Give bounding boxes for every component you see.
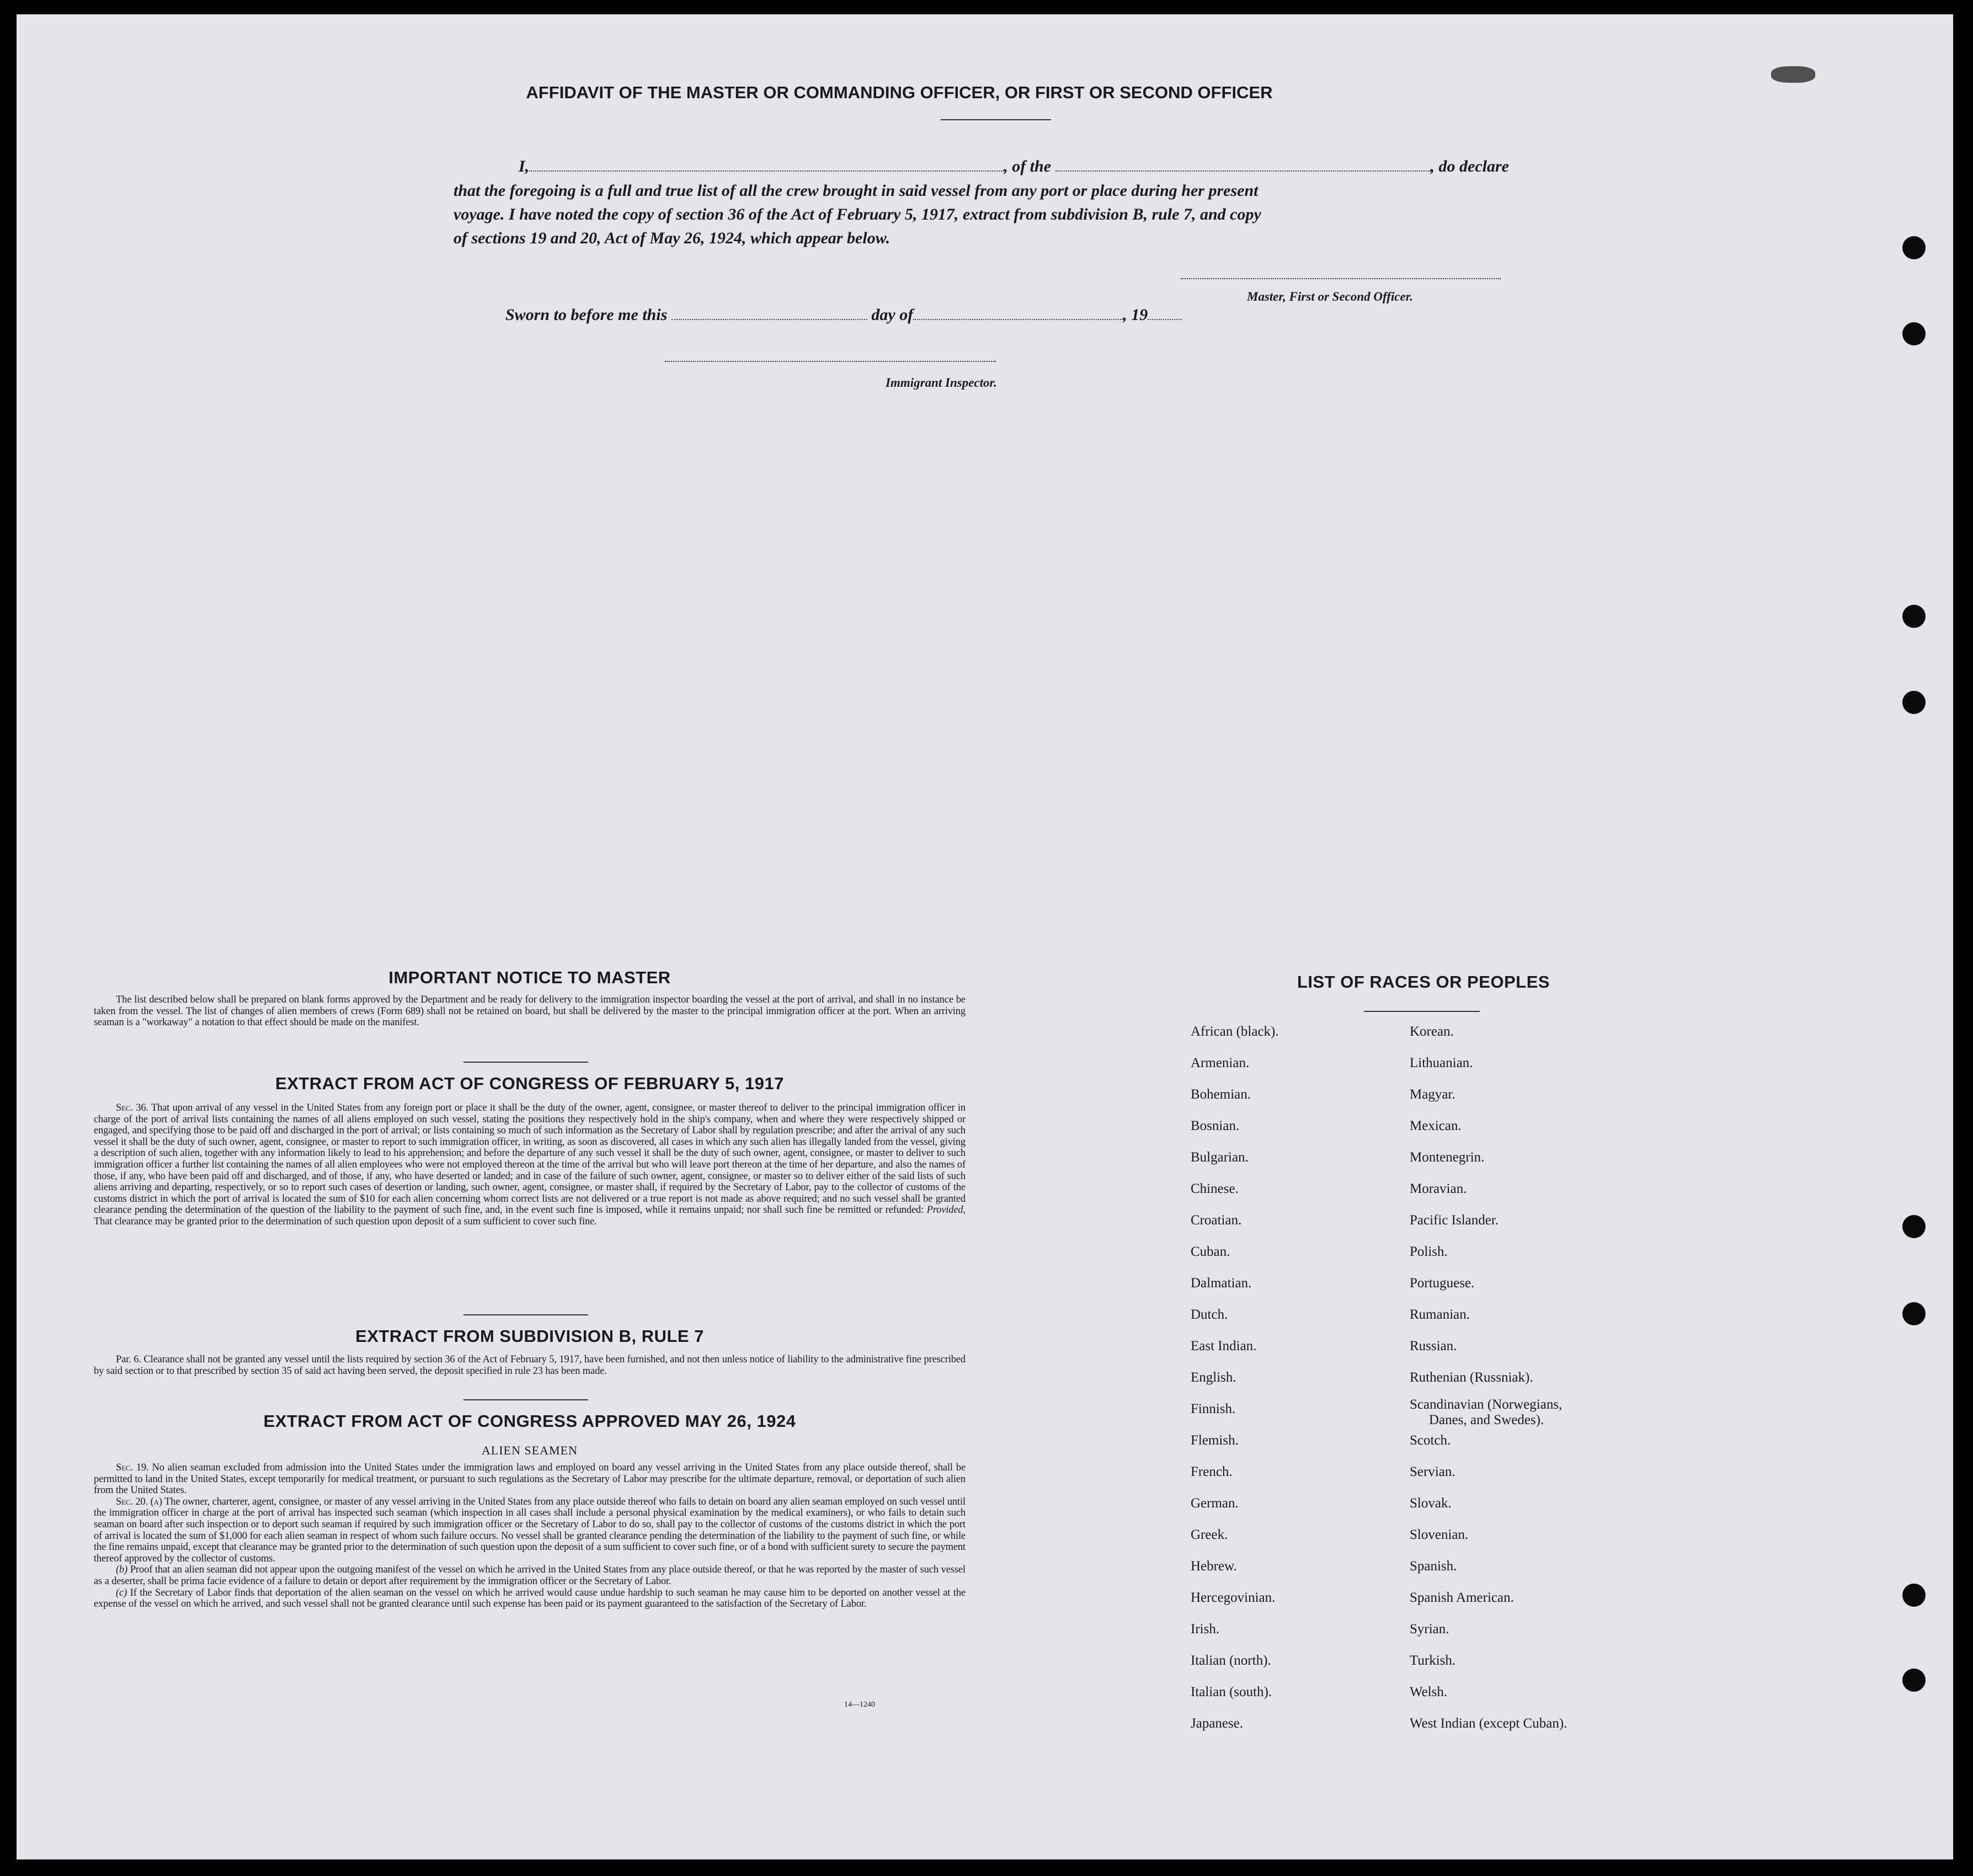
race-item: Scandinavian (Norwegians, [1410, 1397, 1563, 1412]
race-item: Bulgarian. [1191, 1150, 1249, 1165]
sworn-line [505, 303, 1182, 327]
race-item: Turkish. [1410, 1653, 1456, 1668]
race-item: Magyar. [1410, 1087, 1455, 1102]
sworn-text: Sworn to before me this [505, 306, 668, 324]
name-blank[interactable] [529, 170, 1004, 172]
inspector-label: Immigrant Inspector. [886, 376, 997, 390]
punch-hole [1902, 322, 1926, 345]
punch-hole [1902, 1669, 1926, 1692]
extract-1917-text: Sec. 36. That upon arrival of any vessel in the United States from any foreign port or place it shall be the duty of the owner, agent, consignee, or master thereof to deliver to the principal immigration officer in charge of the port of arrival lists containing the names of all aliens employed on such vessel, stating the positions they respectively hold in the ship's company, when and where they were respectively shipped or engaged, and specifying those to be paid off and discharged in the port of arrival; or lists containing so much of such information as the Secretary of Labor shall by regulation prescribe; and after the arrival of any such vessel it shall be the duty of such owner, agent, consignee, or master to report to such immigration officer, in writing, as soon as discovered, all cases in which any such alien has illegally landed from the vessel, giving a description of such alien, together with any information likely to lead to his apprehension; and before the departure of any such vessel it shall be the duty of such owner, agent, consignee, or master to deliver to such immigration officer a further list containing the names of all alien employees who were not employed thereon at the time of the arrival but who will leave port thereon at the time of her departure, and also the names of those, if any, who have been paid off and discharged, and of those, if any, who have deserted or landed; and in case of the failure of such owner, agent, consignee, or master so to deliver either of the said lists of such aliens arriving and departing, respectively, or so to report such cases of desertion or landing, such owner, agent, consignee, or master shall, if required by the Secretary of Labor, pay to the collector of customs of the customs district in which the port of arrival is located the sum of $10 for each alien concerning whom correct lists are not delivered or a true report is not made as above required; and no such vessel shall be granted clearance pending the determination of the question of the liability to the payment of such fine, and, in the event such fine is imposed, while it remains unpaid; nor shall such fine be remitted or refunded: Provided, That clearance may be granted prior to the determination of such question upon deposit of a sum sufficient to cover such fine. [94, 1102, 966, 1227]
race-item: Portuguese. [1410, 1276, 1475, 1291]
race-item: Chinese. [1191, 1181, 1239, 1196]
master-label: Master, First or Second Officer. [1247, 290, 1414, 303]
race-item: Pacific Islander. [1410, 1213, 1499, 1228]
race-item: Dalmatian. [1191, 1276, 1252, 1291]
affidavit-line2: that the foregoing is a full and true list of all the crew brought in said vessel from any port or place during her present [454, 182, 1259, 200]
race-item: Spanish. [1410, 1559, 1457, 1574]
race-item: Lithuanian. [1410, 1056, 1473, 1070]
race-item: Bohemian. [1191, 1087, 1251, 1102]
rule7-text: Par. 6. Clearance shall not be granted any vessel until the lists required by section 36 of the Act of February 5, 1917, have been furnished, and not then unless notice of liability to the administrative fine prescribed by said section or to that prescribed by section 35 of said act having been served, the deposit specified in rule 23 has been made. [94, 1354, 966, 1377]
form-number: 14—1240 [844, 1701, 875, 1709]
race-item: Ruthenian (Russniak). [1410, 1370, 1533, 1385]
master-signature-line[interactable] [1181, 278, 1501, 279]
race-item: Servian. [1410, 1464, 1455, 1479]
races-title: LIST OF RACES OR PEOPLES [1297, 972, 1550, 992]
race-item: German. [1191, 1496, 1239, 1511]
rule7-title: EXTRACT FROM SUBDIVISION B, RULE 7 [355, 1326, 704, 1346]
race-item: Danes, and Swedes). [1429, 1413, 1544, 1427]
race-item: Cuban. [1191, 1244, 1230, 1259]
race-item: Syrian. [1410, 1622, 1449, 1637]
race-item: Armenian. [1191, 1056, 1250, 1070]
race-item: French. [1191, 1464, 1233, 1479]
vessel-blank[interactable] [1055, 170, 1431, 172]
race-item: Scotch. [1410, 1433, 1451, 1448]
race-item: East Indian. [1191, 1339, 1257, 1353]
race-item: Italian (north). [1191, 1653, 1271, 1668]
race-item: Hebrew. [1191, 1559, 1237, 1574]
punch-hole [1902, 605, 1926, 628]
race-item: Welsh. [1410, 1685, 1448, 1699]
alien-seamen-subtitle: ALIEN SEAMEN [482, 1443, 578, 1457]
day-of-text: day of [871, 306, 914, 324]
race-item: Polish. [1410, 1244, 1448, 1259]
race-item: Hercegovinian. [1191, 1590, 1276, 1605]
race-item: Moravian. [1410, 1181, 1467, 1196]
punch-hole [1902, 691, 1926, 714]
race-item: Slovak. [1410, 1496, 1452, 1511]
race-item: Bosnian. [1191, 1118, 1240, 1133]
race-item: Irish. [1191, 1622, 1220, 1637]
race-item: Croatian. [1191, 1213, 1242, 1228]
race-item: Japanese. [1191, 1716, 1244, 1731]
race-item: Spanish American. [1410, 1590, 1514, 1605]
divider-3 [463, 1399, 588, 1400]
month-blank[interactable] [913, 319, 1123, 320]
punch-hole [1902, 236, 1926, 259]
sworn-day-blank[interactable] [671, 319, 867, 320]
affidavit-line3: voyage. I have noted the copy of section 36 of the Act of February 5, 1917, extract from subdivision B, rule 7, and copy [454, 205, 1261, 223]
title-divider [941, 119, 1051, 120]
race-item: Rumanian. [1410, 1307, 1470, 1322]
affidavit-declare: , do declare [1430, 157, 1509, 175]
stamp-mark [1771, 66, 1815, 83]
year-blank[interactable] [1148, 319, 1182, 320]
race-item: Greek. [1191, 1527, 1228, 1542]
race-item: West Indian (except Cuban). [1410, 1716, 1567, 1731]
notice-text: The list described below shall be prepared on blank forms approved by the Department and be ready for delivery to the immigration inspector boarding the vessel at the port of arrival, and shall in no instance be taken from the vessel. The list of changes of alien members of crews (Form 689) shall not be retained on board, but shall be delivered by the master to the principal immigration officer at the port. When an arriving seaman is a "workaway" a notation to that effect should be made on the manifest. [94, 994, 966, 1028]
document-page [17, 14, 1953, 1859]
notice-title: IMPORTANT NOTICE TO MASTER [388, 968, 671, 987]
race-item: Russian. [1410, 1339, 1457, 1353]
race-item: Montenegrin. [1410, 1150, 1485, 1165]
year-prefix: , 19 [1123, 306, 1148, 324]
divider-2 [463, 1314, 588, 1315]
affidavit-of-the: , of the [1004, 157, 1052, 175]
race-item: Finnish. [1191, 1401, 1236, 1416]
extract-1924-text: Sec. 19. No alien seaman excluded from admission into the United States under the immigration laws and employed on board any vessel arriving in the United States from any place outside thereof, shall be permitted to land in the United States, except temporarily for medical treatment, or pursuant to such regulations as the Secretary of Labor may prescribe for the ultimate departure, removal, or deportation of such alien from the United States. Sec. 20. (a) The owner, charterer, agent, consignee, or master of any vessel arriving in the United States from any place outside thereof who fails to detain on board any alien seaman employed on such vessel until the immigration officer in charge at the port of arrival has inspected such seaman (which inspection in all cases shall include a personal physical examination by the medical examiners), or who fails to detain such seaman on board after such inspection or to deport such seaman if required by such immigration officer or the Secretary of Labor to do so, shall pay to the collector of customs of the customs district in which the port of arrival is located the sum of $1,000 for each alien seaman in respect of whom such failure occurs. No vessel shall be granted clearance pending the determination of the liability to the payment of such fine, or while the fine remains unpaid, except that clearance may be granted prior to the determination of such question upon the deposit of a sum sufficient to cover such fine, or of a bond with sufficient surety to secure the payment thereof approved by the collector of customs. (b) Proof that an alien seaman did not appear upon the outgoing manifest of the vessel on which he arrived in the United States from any place outside thereof, or that he was reported by the master of such vessel as a deserter, shall be prima facie evidence of a failure to detain or deport after requirement by the immigration officer or the Secretary of Labor. (c) If the Secretary of Labor finds that deportation of the alien seaman on the vessel on which he arrived would cause undue hardship to such seaman he may cause him to be deported on another vessel at the expense of the vessel on which he arrived, and such vessel shall not be granted clearance until such expense has been paid or its payment guaranteed to the satisfaction of the Secretary of Labor. [94, 1462, 966, 1610]
divider-1 [463, 1062, 588, 1063]
races-divider [1364, 1011, 1480, 1012]
affidavit-line1 [519, 154, 1509, 178]
race-item: Mexican. [1410, 1118, 1462, 1133]
race-item: Dutch. [1191, 1307, 1228, 1322]
extract-1917-title: EXTRACT FROM ACT OF CONGRESS OF FEBRUARY 5, 1917 [275, 1074, 784, 1093]
punch-hole [1902, 1302, 1926, 1325]
extract-1924-title: EXTRACT FROM ACT OF CONGRESS APPROVED MAY 26, 1924 [263, 1411, 796, 1431]
affidavit-i: I, [519, 157, 530, 175]
race-item: English. [1191, 1370, 1236, 1385]
inspector-signature-line[interactable] [665, 361, 996, 362]
race-item: Flemish. [1191, 1433, 1239, 1448]
punch-hole [1902, 1215, 1926, 1238]
race-item: African (black). [1191, 1024, 1279, 1039]
affidavit-line4: of sections 19 and 20, Act of May 26, 1924, which appear below. [454, 229, 890, 247]
race-item: Korean. [1410, 1024, 1454, 1039]
race-item: Slovenian. [1410, 1527, 1469, 1542]
punch-hole [1902, 1584, 1926, 1607]
affidavit-title: AFFIDAVIT OF THE MASTER OR COMMANDING OFFICER, OR FIRST OR SECOND OFFICER [526, 83, 1273, 102]
race-item: Italian (south). [1191, 1685, 1272, 1699]
